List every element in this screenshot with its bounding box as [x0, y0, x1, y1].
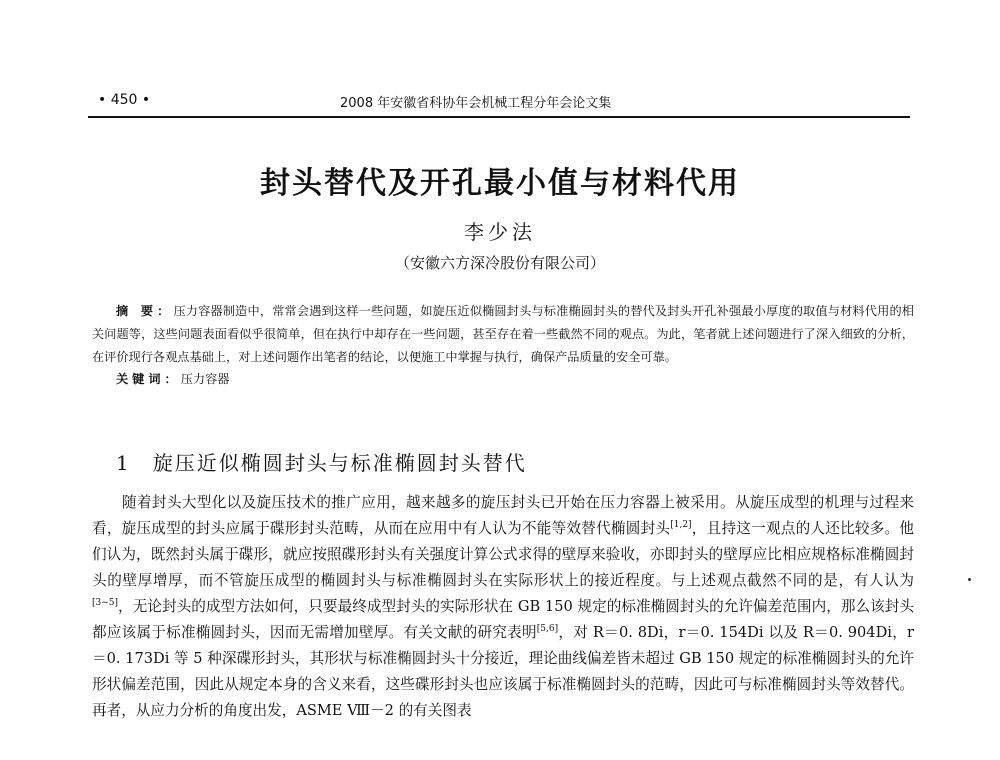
running-header	[88, 92, 910, 114]
body-text-part: ，对 R＝0. 8Di，r＝0. 154Di 以及 R＝0. 904Di，r＝0. 173Di 等 5 种深碟形封头，其形状与标准椭圆封头十分接近，理论曲线偏差皆未超过 GB 150 规定的标准椭圆封头的允许形状偏差范围，因此从规定本身的含义来看，这些碟形封头也应该属于标准椭圆封头的范畴，因此可与标准椭圆封头等效替代。再者，从应力分析的角度出发，ASME Ⅷ－2 的有关图表	[92, 624, 914, 719]
author-affiliation: （安徽六方深冷股份有限公司）	[394, 254, 605, 272]
page-number: • 450 •	[98, 92, 151, 108]
citation: [1,2]	[670, 520, 692, 530]
body-paragraph	[92, 490, 914, 724]
header-rule	[88, 116, 910, 118]
paper-title: 封头替代及开孔最小值与材料代用	[260, 166, 740, 201]
scan-speck	[968, 578, 971, 581]
citation: [3~5]	[92, 598, 119, 608]
body-text-part: ，且持这一观点的人还比较多。他们认为，既然封头属于碟形，就应按照碟形封头有关强度计算公式求得的壁厚来验收，亦即封头的壁厚应比相应规格标准椭圆封头的壁厚增厚，而不管旋压成型的椭圆封头与标准椭圆封头在实际形状上的接近程度。与上述观点截然不同的是，有人认为	[92, 520, 914, 589]
body-text	[92, 490, 914, 724]
section-heading	[116, 447, 527, 476]
abstract-label: 摘 要：	[116, 304, 174, 318]
author-name: 李少法	[464, 220, 536, 244]
abstract-paragraph	[92, 300, 914, 368]
keywords-label: 关键词：	[116, 372, 181, 387]
body-text-part: ，无论封头的成型方法如何，只要最终成型封头的实际形状在 GB 150 规定的标准椭圆封头的允许偏差范围内，那么该封头都应该属于标准椭圆封头，因而无需增加壁厚。有关文献的研究表明	[92, 598, 914, 641]
body-text-part: 随着封头大型化以及旋压技术的推广应用，越来越多的旋压封头已开始在压力容器上被采用。从旋压成型的机理与过程来看，旋压成型的封头应属于碟形封头范畴，从而在应用中有人认为不能等效替代椭圆封头	[92, 494, 914, 537]
citation: [5,6]	[536, 624, 559, 634]
abstract-text: 压力容器制造中，常常会遇到这样一些问题，如旋压近似椭圆封头与标准椭圆封头的替代及封头开孔补强最小厚度的取值与材料代用的相关问题等，这些问题表面看似乎很简单，但在执行中却存在一些问题，甚至存在着一些截然不同的观点。为此，笔者就上述问题进行了深入细致的分析，在评价现行各观点基础上，对上述问题作出笔者的结论，以便施工中掌握与执行，确保产品质量的安全可靠。	[92, 304, 914, 364]
journal-title: 2008 年安徽省科协年会机械工程分年会论文集	[340, 96, 612, 111]
keywords-text: 压力容器	[180, 372, 230, 387]
section-number: 1	[116, 451, 131, 475]
abstract-block	[92, 300, 914, 391]
section-title: 旋压近似椭圆封头与标准椭圆封头替代	[152, 451, 527, 475]
keywords-line	[92, 368, 914, 391]
